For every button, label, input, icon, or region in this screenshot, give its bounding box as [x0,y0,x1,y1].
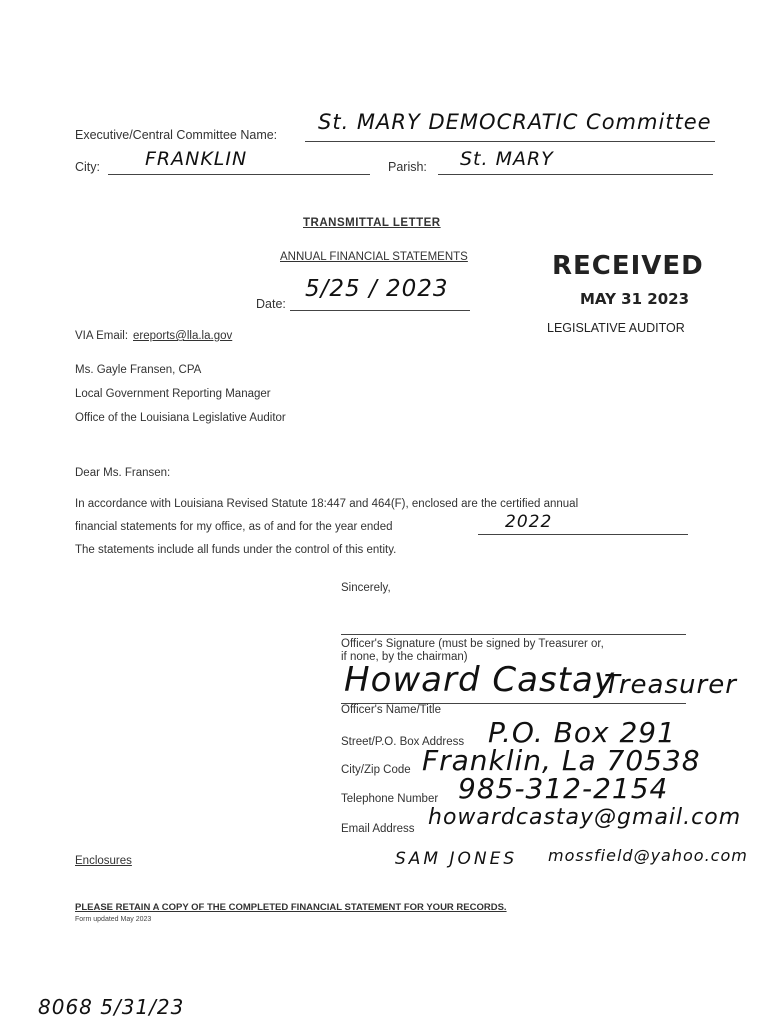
body-paragraph-line-2: financial statements for my office, as of and for the year ended [75,521,393,533]
officer-title-value: Treasurer [604,670,737,700]
year-underline [478,534,688,535]
via-email-link[interactable]: ereports@lla.la.gov [133,330,233,342]
parish-value: St. MARY [460,148,554,170]
committee-name-underline [305,141,715,142]
salutation: Dear Ms. Fransen: [75,467,171,479]
officer-name-value: Howard Castay [344,660,615,700]
extra-email: mossfield@yahoo.com [548,846,748,865]
extra-name: SAM JONES [395,849,518,869]
year-value: 2022 [505,512,553,532]
retain-notice: PLEASE RETAIN A COPY OF THE COMPLETED FINANCIAL STATEMENT FOR YOUR RECORDS. [75,902,507,913]
city-underline [108,174,370,175]
phone-value: 985-312-2154 [458,772,669,805]
enclosures-label: Enclosures [75,855,132,867]
received-stamp-title: RECEIVED [552,251,704,281]
email-value: howardcastay@gmail.com [428,805,742,830]
letter-title: TRANSMITTAL LETTER [303,217,441,229]
street-value: P.O. Box 291 [488,716,676,749]
city-zip-label: City/Zip Code [341,764,411,776]
body-paragraph-line-1: In accordance with Louisiana Revised Statute 18:447 and 464(F), enclosed are the certified annual [75,498,579,510]
received-stamp-agency: LEGISLATIVE AUDITOR [547,321,685,335]
city-value: FRANKLIN [145,148,248,170]
body-paragraph-line-3: The statements include all funds under the control of this entity. [75,544,397,556]
committee-name-value: St. MARY DEMOCRATIC Committee [318,110,712,134]
handwritten-file-note: 8068 5/31/23 [38,995,185,1019]
recipient-title: Local Government Reporting Manager [75,388,271,400]
email-label: Email Address [341,823,415,835]
parish-underline [438,174,713,175]
officer-name-label: Officer's Name/Title [341,704,441,716]
date-label: Date: [256,297,286,311]
signature-label-line-1: Officer's Signature (must be signed by Treasurer or, [341,638,604,650]
via-email-label: VIA Email: [75,330,129,342]
phone-label: Telephone Number [341,793,439,805]
recipient-name: Ms. Gayle Fransen, CPA [75,364,202,376]
committee-name-label: Executive/Central Committee Name: [75,128,278,142]
parish-label: Parish: [388,160,427,174]
form-updated-note: Form updated May 2023 [75,916,152,923]
signature-label-line-2: if none, by the chairman) [341,651,468,663]
city-label: City: [75,160,100,174]
street-label: Street/P.O. Box Address [341,736,465,748]
signature-line [341,634,686,635]
city-zip-value: Franklin, La 70538 [422,744,701,777]
closing: Sincerely, [341,582,391,594]
received-stamp-date: MAY 31 2023 [580,290,690,308]
date-underline [290,310,470,311]
recipient-office: Office of the Louisiana Legislative Auditor [75,412,286,424]
date-value: 5/25 / 2023 [305,276,449,302]
letter-subtitle: ANNUAL FINANCIAL STATEMENTS [280,251,468,263]
